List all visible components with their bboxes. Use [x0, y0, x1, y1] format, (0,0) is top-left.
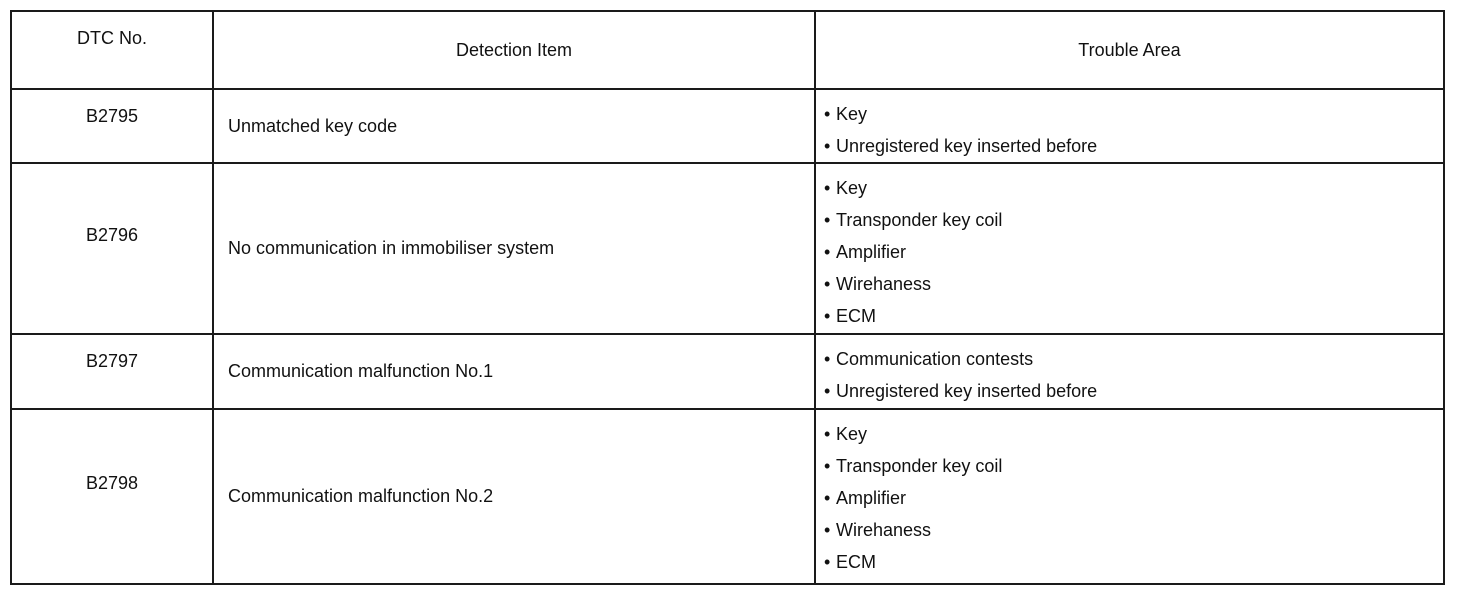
detection-item-cell: No communication in immobiliser system [213, 163, 815, 334]
trouble-area-item [824, 268, 1443, 300]
table-row [11, 334, 1444, 409]
dtc-code: B2797 [85, 351, 139, 371]
dtc-table [10, 10, 1445, 585]
bullet-icon: • [824, 456, 831, 476]
trouble-area-item [824, 204, 1443, 236]
bullet-icon: • [824, 349, 831, 369]
trouble-area-item [824, 236, 1443, 268]
trouble-area-text: Key [836, 104, 868, 124]
trouble-area-item [824, 130, 1443, 162]
dtc-cell [11, 163, 213, 334]
trouble-area-item [824, 482, 1443, 514]
trouble-area-text: ECM [836, 552, 876, 572]
header-detection-item: Detection Item [213, 11, 815, 89]
trouble-area-text: Amplifier [836, 242, 907, 262]
trouble-area-text: Key [836, 178, 868, 198]
trouble-area-cell [815, 163, 1444, 334]
trouble-area-text: Transponder key coil [836, 210, 1003, 230]
trouble-area-list [824, 98, 1443, 162]
table-row [11, 89, 1444, 163]
bullet-icon: • [824, 104, 831, 124]
bullet-icon: • [824, 424, 831, 444]
trouble-area-text: Wirehaness [836, 520, 932, 540]
trouble-area-item [824, 375, 1443, 407]
dtc-code: B2795 [85, 106, 139, 126]
detection-item-cell: Communication malfunction No.2 [213, 409, 815, 584]
trouble-area-text: Unregistered key inserted before [836, 136, 1098, 156]
dtc-cell [11, 334, 213, 409]
bullet-icon: • [824, 381, 831, 401]
trouble-area-text: ECM [836, 306, 876, 326]
table-row [11, 163, 1444, 334]
bullet-icon: • [824, 242, 831, 262]
trouble-area-item [824, 450, 1443, 482]
bullet-icon: • [824, 520, 831, 540]
trouble-area-list [824, 343, 1443, 407]
bullet-icon: • [824, 488, 831, 508]
bullet-icon: • [824, 274, 831, 294]
bullet-icon: • [824, 552, 831, 572]
bullet-icon: • [824, 178, 831, 198]
header-trouble-area: Trouble Area [815, 11, 1444, 89]
trouble-area-cell [815, 409, 1444, 584]
table-row [11, 409, 1444, 584]
trouble-area-text: Wirehaness [836, 274, 932, 294]
detection-item-cell: Unmatched key code [213, 89, 815, 163]
trouble-area-text: Amplifier [836, 488, 907, 508]
bullet-icon: • [824, 210, 831, 230]
dtc-code: B2798 [85, 473, 139, 493]
header-dtc-no: DTC No. [11, 11, 213, 89]
trouble-area-item [824, 98, 1443, 130]
dtc-cell [11, 409, 213, 584]
detection-item-cell: Communication malfunction No.1 [213, 334, 815, 409]
trouble-area-item [824, 300, 1443, 332]
trouble-area-list [824, 172, 1443, 332]
trouble-area-item [824, 172, 1443, 204]
dtc-code: B2796 [85, 225, 139, 245]
bullet-icon: • [824, 306, 831, 326]
bullet-icon: • [824, 136, 831, 156]
trouble-area-cell [815, 334, 1444, 409]
trouble-area-item [824, 514, 1443, 546]
trouble-area-cell [815, 89, 1444, 163]
dtc-cell [11, 89, 213, 163]
trouble-area-text: Unregistered key inserted before [836, 381, 1098, 401]
trouble-area-text: Transponder key coil [836, 456, 1003, 476]
table-header-row [11, 11, 1444, 89]
trouble-area-list [824, 418, 1443, 578]
trouble-area-text: Key [836, 424, 868, 444]
trouble-area-item [824, 343, 1443, 375]
trouble-area-text: Communication contests [836, 349, 1034, 369]
trouble-area-item [824, 418, 1443, 450]
trouble-area-item [824, 546, 1443, 578]
